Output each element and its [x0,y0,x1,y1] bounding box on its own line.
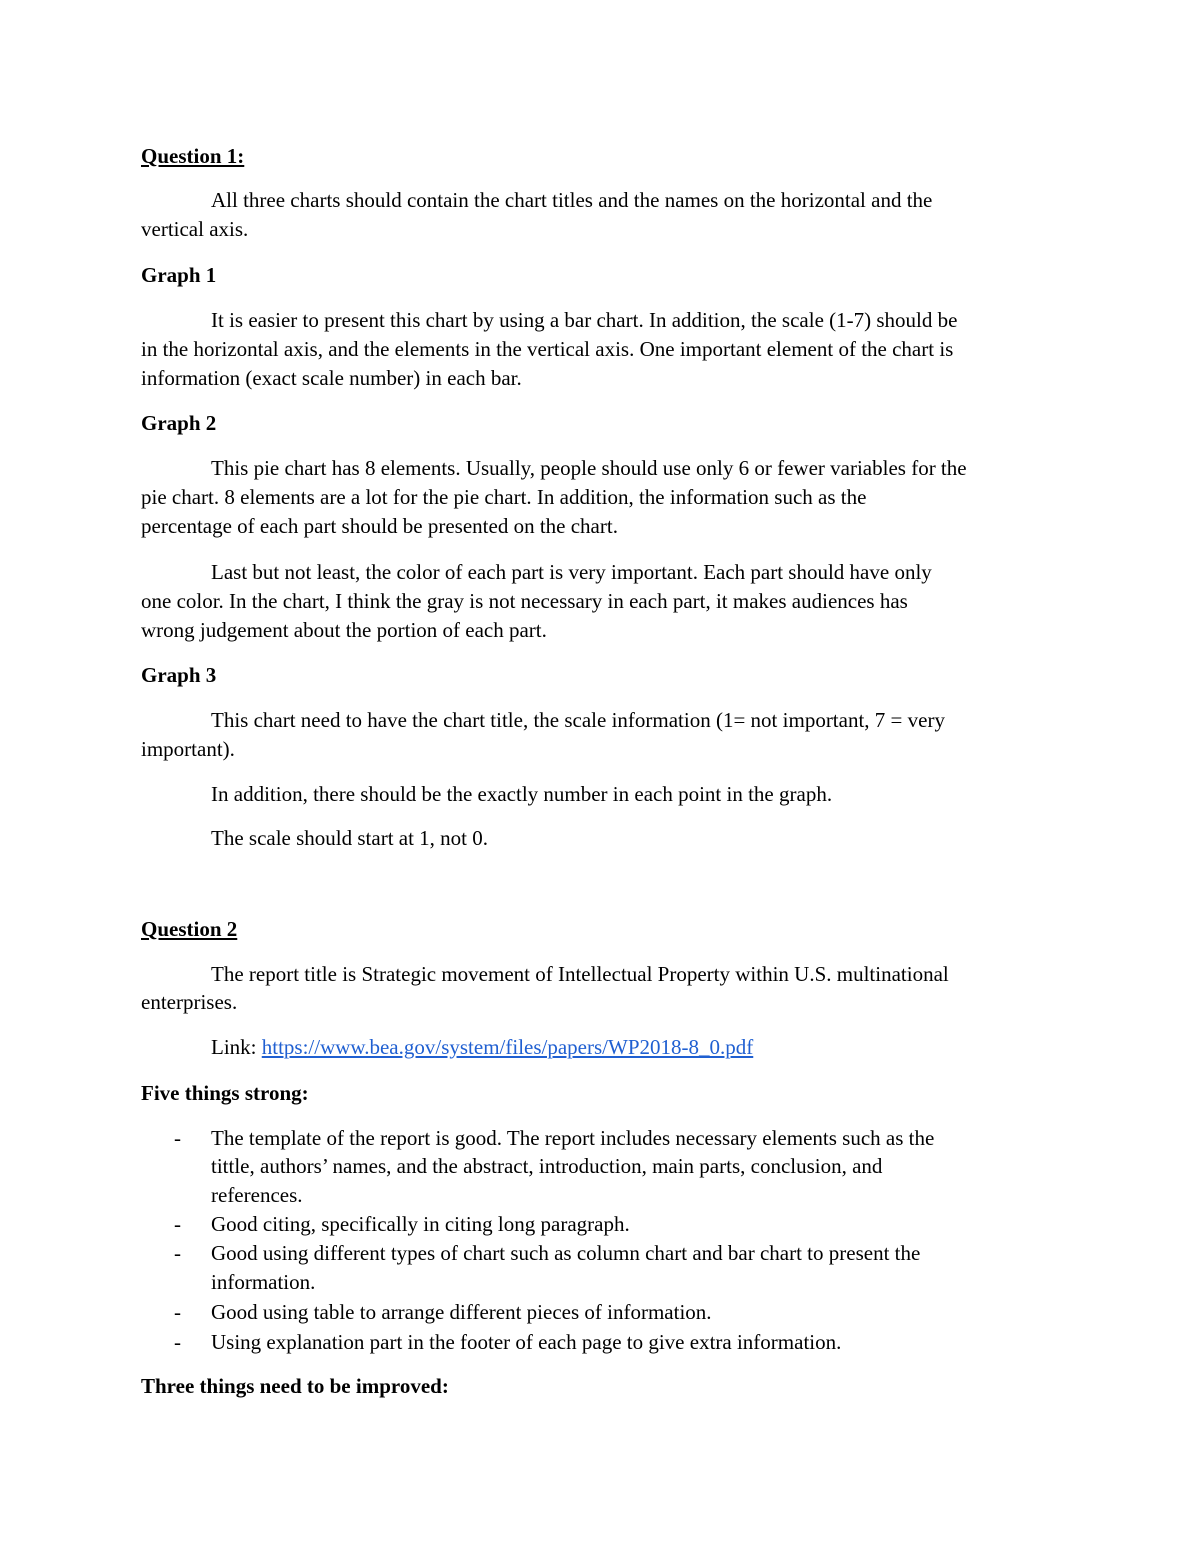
bullet-dash: - [174,1241,181,1265]
question-2-heading: Question 2 [141,917,238,941]
graph-1-line-1: It is easier to present this chart by using a bar chart. In addition, the scale (1-7) should be [211,308,958,332]
link-label: Link: [211,1035,262,1059]
graph-3-heading: Graph 3 [141,663,217,687]
report-link[interactable]: https://www.bea.gov/system/files/papers/WP2018-8_0.pdf [261,1035,754,1059]
strength-4-line-1: Good using table to arrange different pieces of information. [211,1300,712,1324]
question-1-intro-line-1: All three charts should contain the chart titles and the names on the horizontal and the [211,188,933,212]
report-link-line [211,1033,753,1061]
graph-1-line-2: in the horizontal axis, and the elements in the vertical axis. One important element of the chart is [141,337,954,361]
graph-3-para-1-line-2: important). [141,737,235,761]
graph-2-heading: Graph 2 [141,411,217,435]
strength-1-line-2: tittle, authors’ names, and the abstract, introduction, main parts, conclusion, and [211,1154,883,1178]
graph-2-para-1-line-2: pie chart. 8 elements are a lot for the pie chart. In addition, the information such as the [141,485,867,509]
graph-2-para-2-line-1: Last but not least, the color of each part is very important. Each part should have only [211,560,932,584]
question-1-heading: Question 1: [141,144,245,168]
graph-2-para-2-line-2: one color. In the chart, I think the gray is not necessary in each part, it makes audiences has [141,589,908,613]
question-1-intro-line-2: vertical axis. [141,217,249,241]
graph-1-heading: Graph 1 [141,263,217,287]
question-2-title-line-2: enterprises. [141,990,238,1014]
graph-2-para-2-line-3: wrong judgement about the portion of each part. [141,618,547,642]
question-2-title-line-1: The report title is Strategic movement of Intellectual Property within U.S. multinational [211,962,949,986]
graph-3-para-3: The scale should start at 1, not 0. [211,826,489,850]
graph-3-para-2: In addition, there should be the exactly number in each point in the graph. [211,782,833,806]
strength-3-line-2: information. [211,1270,316,1294]
bullet-dash: - [174,1126,181,1150]
graph-3-para-1-line-1: This chart need to have the chart title, the scale information (1= not important, 7 = very [211,708,945,732]
strength-3-line-1: Good using different types of chart such as column chart and bar chart to present the [211,1241,921,1265]
strength-1-line-1: The template of the report is good. The report includes necessary elements such as the [211,1126,935,1150]
strengths-heading: Five things strong: [141,1081,309,1105]
strength-1-line-3: references. [211,1183,303,1207]
strength-5-line-1: Using explanation part in the footer of each page to give extra information. [211,1330,842,1354]
graph-2-para-1-line-1: This pie chart has 8 elements. Usually, people should use only 6 or fewer variables for the [211,456,967,480]
graph-1-line-3: information (exact scale number) in each bar. [141,366,522,390]
bullet-dash: - [174,1330,181,1354]
bullet-dash: - [174,1212,181,1236]
graph-2-para-1-line-3: percentage of each part should be presented on the chart. [141,514,618,538]
bullet-dash: - [174,1300,181,1324]
strength-2-line-1: Good citing, specifically in citing long paragraph. [211,1212,630,1236]
improvements-heading: Three things need to be improved: [141,1374,449,1398]
